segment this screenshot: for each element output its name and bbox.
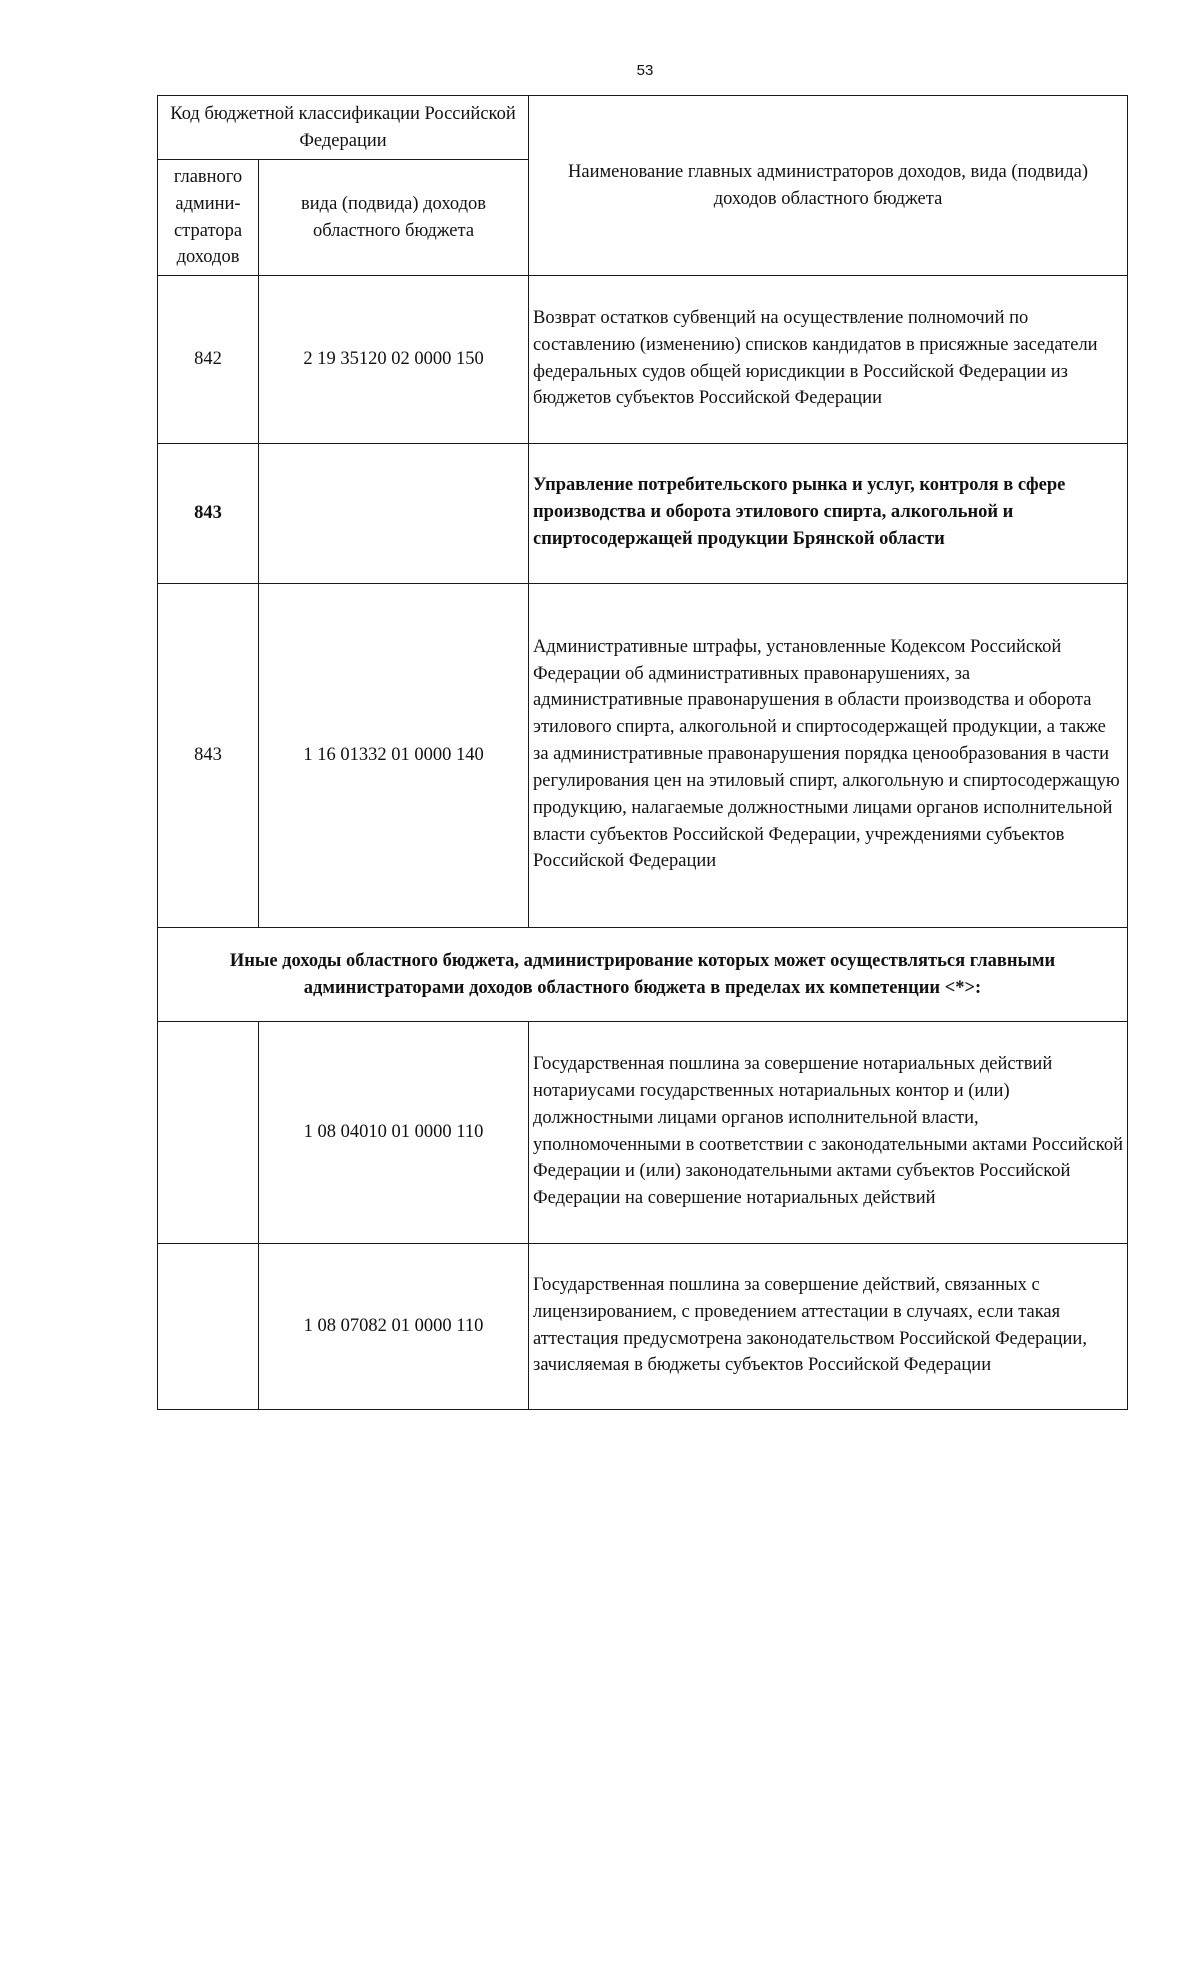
- table-row: [158, 276, 1128, 444]
- admin-code: 842: [158, 276, 259, 444]
- revenue-name: Возврат остатков субвенций на осуществление полномочий по составлению (изменению) списков кандидатов в присяжные заседатели федеральных судов общей юрисдикции в Российской Федерации из бюджетов субъектов Российской Федерации: [529, 276, 1128, 444]
- table-row: [158, 584, 1128, 928]
- section-title: Иные доходы областного бюджета, администрирование которых может осуществляться главными администраторами доходов областного бюджета в пределах их компетенции <*>:: [158, 928, 1128, 1022]
- page-number: 53: [636, 62, 654, 79]
- table-row: [158, 1244, 1128, 1410]
- revenue-code: 1 08 07082 01 0000 110: [259, 1244, 529, 1410]
- revenue-name: Государственная пошлина за совершение действий, связанных с лицензированием, с проведением аттестации в случаях, если такая аттестация предусмотрена законодательством Российской Федерации, зачисляемая в бюджеты субъектов Российской Федерации: [529, 1244, 1128, 1410]
- header-admin-code: главного админи-стратора доходов: [158, 160, 259, 276]
- admin-code: 843: [158, 444, 259, 584]
- admin-code: 843: [158, 584, 259, 928]
- header-classification-code: Код бюджетной классификации Российской Федерации: [158, 96, 529, 160]
- revenue-name: Государственная пошлина за совершение нотариальных действий нотариусами государственных нотариальных контор и (или) должностными лицами органов исполнительной власти, уполномоченными в соответствии с законодательными актами Российской Федерации и (или) законодательными актами субъектов Российской Федерации на совершение нотариальных действий: [529, 1022, 1128, 1244]
- revenue-name: Административные штрафы, установленные Кодексом Российской Федерации об административных правонарушениях, за административные правонарушения в области производства и оборота этилового спирта, алкогольной и спиртосодержащей продукции, а также за административные правонарушения порядка ценообразования в части регулирования цен на этиловый спирт, алкогольную и спиртосодержащую продукцию, налагаемые должностными лицами органов исполнительной власти субъектов Российской Федерации, учреждениями субъектов Российской Федерации: [529, 584, 1128, 928]
- revenue-code: 2 19 35120 02 0000 150: [259, 276, 529, 444]
- revenue-code: 1 08 04010 01 0000 110: [259, 1022, 529, 1244]
- revenue-code: [259, 444, 529, 584]
- admin-code: [158, 1022, 259, 1244]
- header-revenue-type-code: вида (подвида) доходов областного бюджета: [259, 160, 529, 276]
- administrator-name: Управление потребительского рынка и услуг, контроля в сфере производства и оборота этилового спирта, алкогольной и спиртосодержащей продукции Брянской области: [529, 444, 1128, 584]
- revenue-classification-table: [157, 95, 1128, 1410]
- table-row: [158, 1022, 1128, 1244]
- admin-code: [158, 1244, 259, 1410]
- table-row: [158, 444, 1128, 584]
- revenue-code: 1 16 01332 01 0000 140: [259, 584, 529, 928]
- header-name: Наименование главных администраторов доходов, вида (подвида) доходов областного бюджета: [529, 96, 1128, 276]
